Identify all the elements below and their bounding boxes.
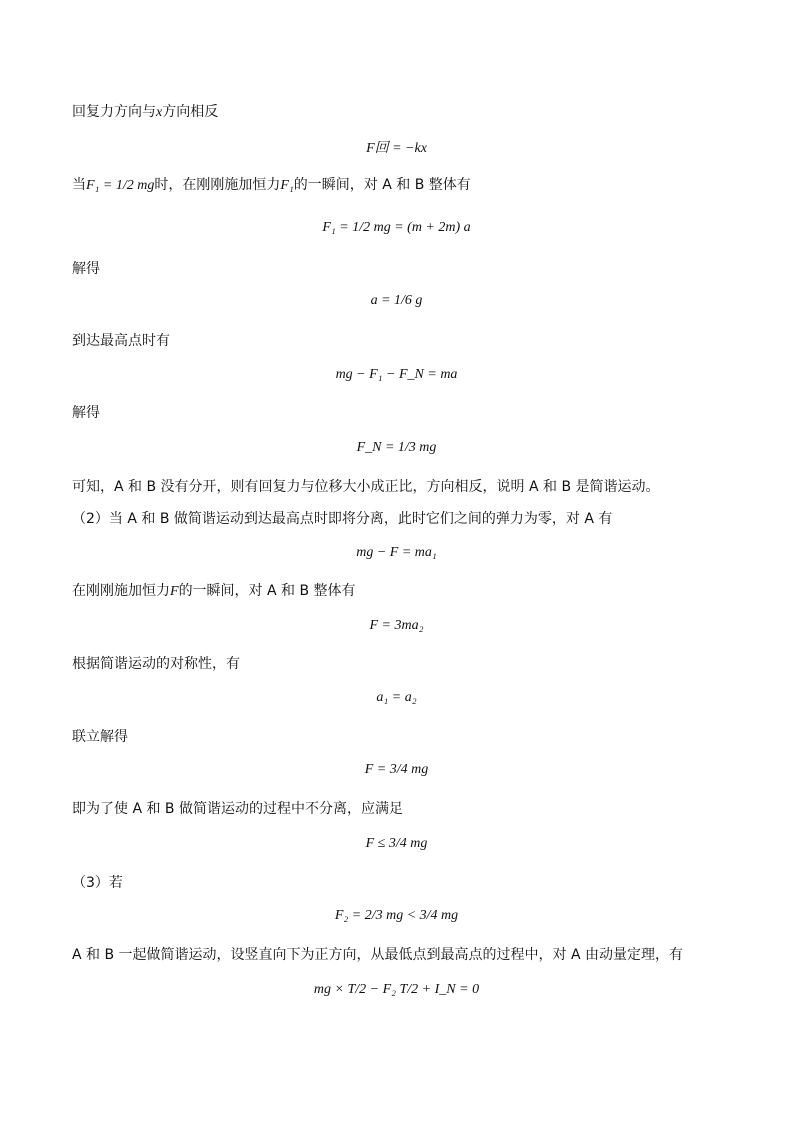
equation-momentum: mg × T/2 − F₂ T/2 + I_N = 0 bbox=[313, 982, 480, 997]
text-line-combine-solve: 联立解得 bbox=[72, 729, 128, 745]
text-line-solve-2: 解得 bbox=[72, 405, 100, 421]
equation-f-value: F = 3/4 mg bbox=[364, 762, 429, 777]
text-line-solve-1: 解得 bbox=[72, 261, 100, 277]
equation-acceleration-equal: a₁ = a₂ bbox=[376, 690, 417, 705]
text-line-at-highest-point: 到达最高点时有 bbox=[72, 333, 170, 349]
equation-restoring-force: F回 = −kx bbox=[366, 141, 427, 156]
text-line-part-2: （2）当 A 和 B 做简谐运动到达最高点时即将分离，此时它们之间的弹力为零，对 A 有 bbox=[72, 511, 613, 527]
equation-whole-newton-f: F = 3ma₂ bbox=[369, 618, 424, 633]
text-line-restoring-force-direction: 回复力方向与x方向相反 bbox=[72, 104, 219, 120]
text-line-when-f1: 当F₁ = 1/2 mg时，在刚刚施加恒力F₁的一瞬间，对 A 和 B 整体有 bbox=[72, 177, 471, 193]
equation-acceleration: a = 1/6 g bbox=[370, 293, 423, 308]
equation-highest-point: mg − F₁ − F_N = ma bbox=[335, 367, 458, 382]
text-line-condition: 即为了使 A 和 B 做简谐运动的过程中不分离，应满足 bbox=[72, 801, 403, 817]
text-line-symmetry: 根据简谐运动的对称性，有 bbox=[72, 656, 240, 672]
text-line-momentum-theorem: A 和 B 一起做简谐运动，设竖直向下为正方向，从最低点到最高点的过程中，对 A 由动量定理，有 bbox=[72, 947, 684, 963]
equation-f-inequality: F ≤ 3/4 mg bbox=[365, 836, 428, 851]
text-line-conclusion-shm: 可知，A 和 B 没有分开，则有回复力与位移大小成正比，方向相反，说明 A 和 B 是简谐运动。 bbox=[72, 479, 660, 495]
equation-normal-force: F_N = 1/3 mg bbox=[356, 440, 437, 455]
equation-f2-compare: F₂ = 2/3 mg < 3/4 mg bbox=[334, 908, 459, 923]
equation-newton-whole: F₁ = 1/2 mg = (m + 2m) a bbox=[322, 220, 471, 235]
text-line-apply-force-f: 在刚刚施加恒力F的一瞬间，对 A 和 B 整体有 bbox=[72, 583, 356, 599]
text-line-part-3: （3）若 bbox=[72, 875, 123, 891]
equation-a-newton: mg − F = ma₁ bbox=[356, 545, 437, 560]
